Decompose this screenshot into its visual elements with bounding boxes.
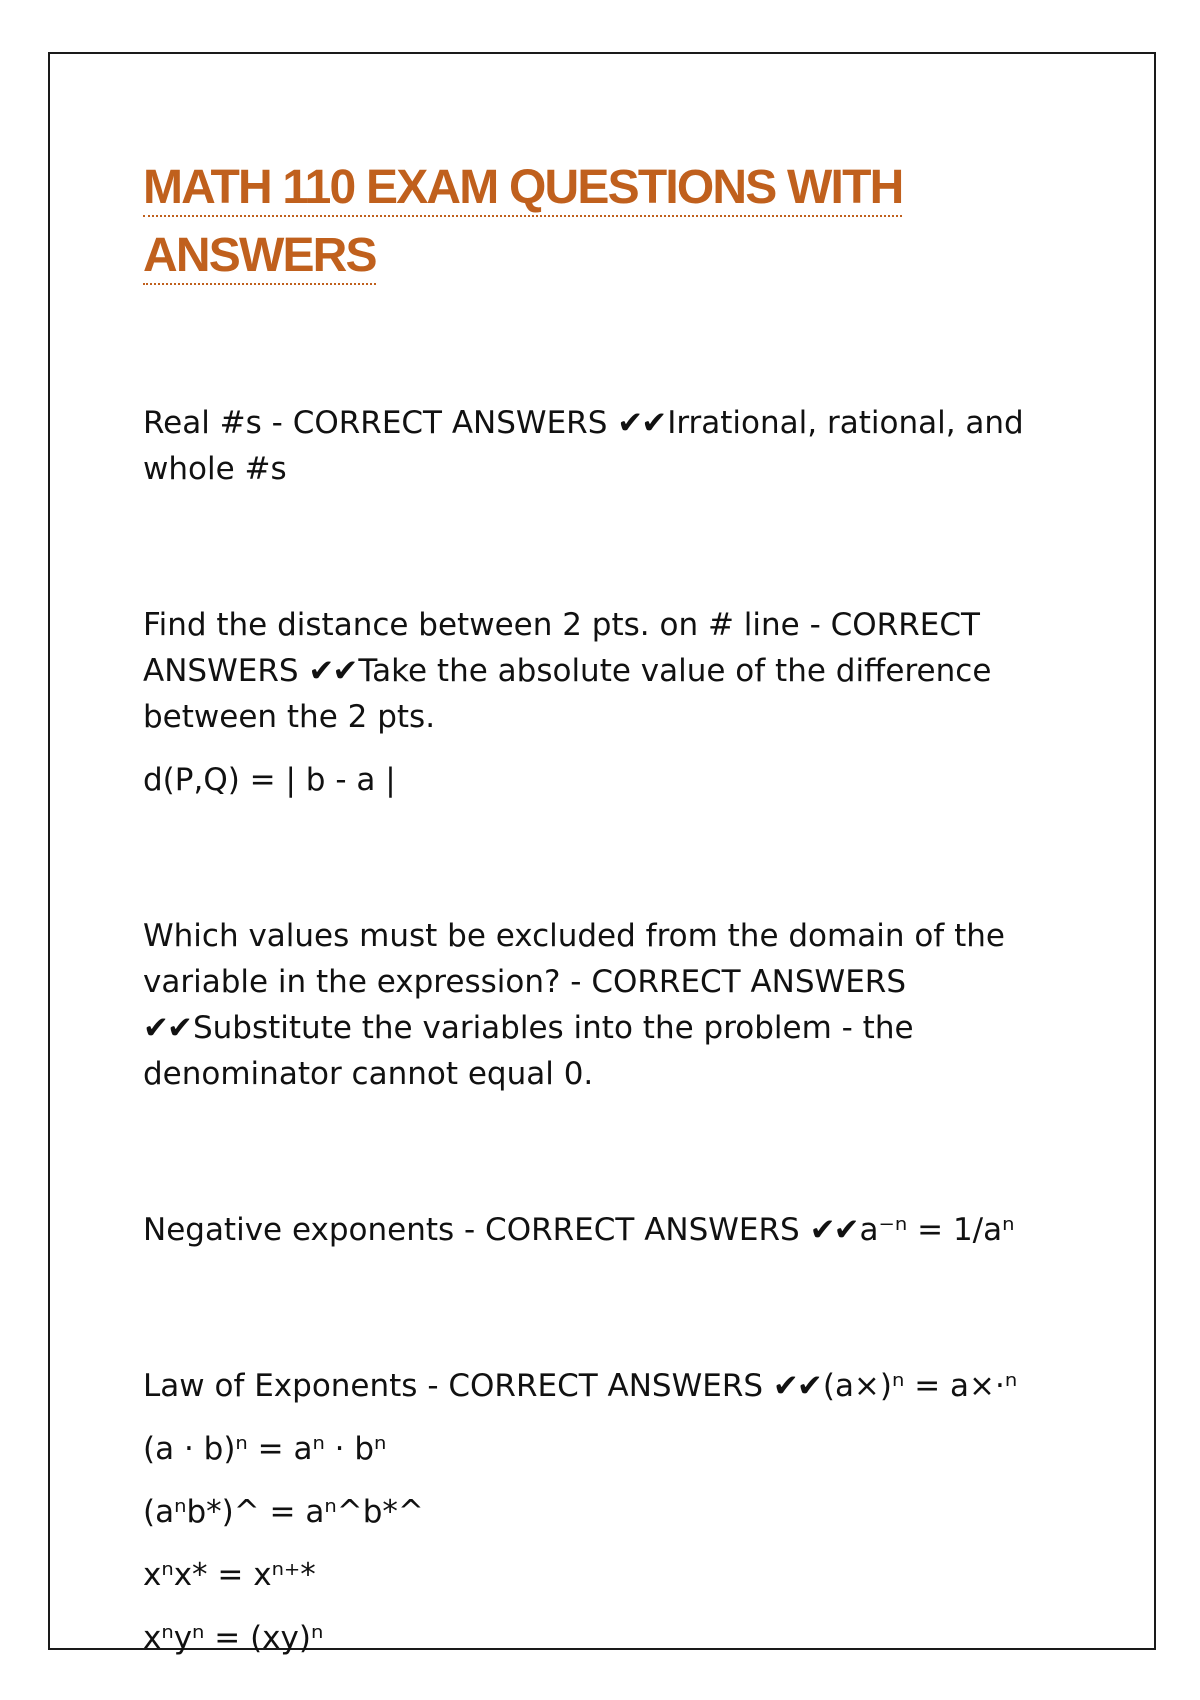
qa-item-domain-exclusion bbox=[143, 913, 1093, 1097]
answer-text: (a×)ⁿ = a×·ⁿ bbox=[822, 1368, 1018, 1404]
document-title-line1: MATH 110 EXAM QUESTIONS WITH bbox=[143, 161, 902, 217]
qa-item-distance bbox=[143, 602, 1093, 803]
double-check-icon: ✔✔ bbox=[143, 1010, 191, 1046]
double-check-icon: ✔✔ bbox=[308, 653, 357, 689]
question-text: Negative exponents - CORRECT ANSWERS bbox=[143, 1212, 810, 1248]
formula-line: (aⁿb*)^ = aⁿ^b*^ bbox=[143, 1494, 424, 1530]
formula-line: xⁿyⁿ = (xy)ⁿ bbox=[143, 1620, 324, 1656]
qa-list bbox=[143, 400, 1093, 1661]
formula-line: (a · b)ⁿ = aⁿ · bⁿ bbox=[143, 1431, 387, 1467]
double-check-icon: ✔✔ bbox=[617, 405, 666, 441]
document-title bbox=[143, 154, 1093, 290]
qa-text bbox=[143, 913, 1093, 1097]
answer-text: Substitute the variables into the problem - the denominator cannot equal 0. bbox=[143, 1010, 924, 1092]
question-text: Which values must be excluded from the domain of the variable in the expression? - CORRECT ANSWERS bbox=[143, 918, 1015, 1000]
qa-text bbox=[143, 602, 1093, 740]
document-page bbox=[48, 52, 1156, 1656]
formula-line: xⁿx* = xⁿ⁺* bbox=[143, 1557, 316, 1593]
qa-item-real-numbers bbox=[143, 400, 1093, 492]
qa-text bbox=[143, 1363, 1093, 1409]
double-check-icon: ✔✔ bbox=[809, 1212, 858, 1248]
answer-text: Take the absolute value of the difference between the 2 pts. bbox=[143, 653, 1002, 735]
qa-item-law-of-exponents bbox=[143, 1363, 1093, 1661]
question-text: Find the distance between 2 pts. on # line - CORRECT ANSWERS bbox=[143, 607, 990, 689]
answer-text: Irrational, rational, and whole #s bbox=[143, 405, 1034, 487]
qa-text bbox=[143, 400, 1093, 492]
question-text: Law of Exponents - CORRECT ANSWERS bbox=[143, 1368, 773, 1404]
document-title-line2: ANSWERS bbox=[143, 229, 376, 285]
document-content bbox=[143, 154, 1093, 1661]
double-check-icon: ✔✔ bbox=[772, 1368, 821, 1404]
qa-text bbox=[143, 1207, 1093, 1253]
question-text: Real #s - CORRECT ANSWERS bbox=[143, 405, 618, 441]
qa-item-negative-exponents bbox=[143, 1207, 1093, 1253]
answer-text: a⁻ⁿ = 1/aⁿ bbox=[859, 1212, 1015, 1248]
formula-line: d(P,Q) = | b - a | bbox=[143, 762, 396, 798]
